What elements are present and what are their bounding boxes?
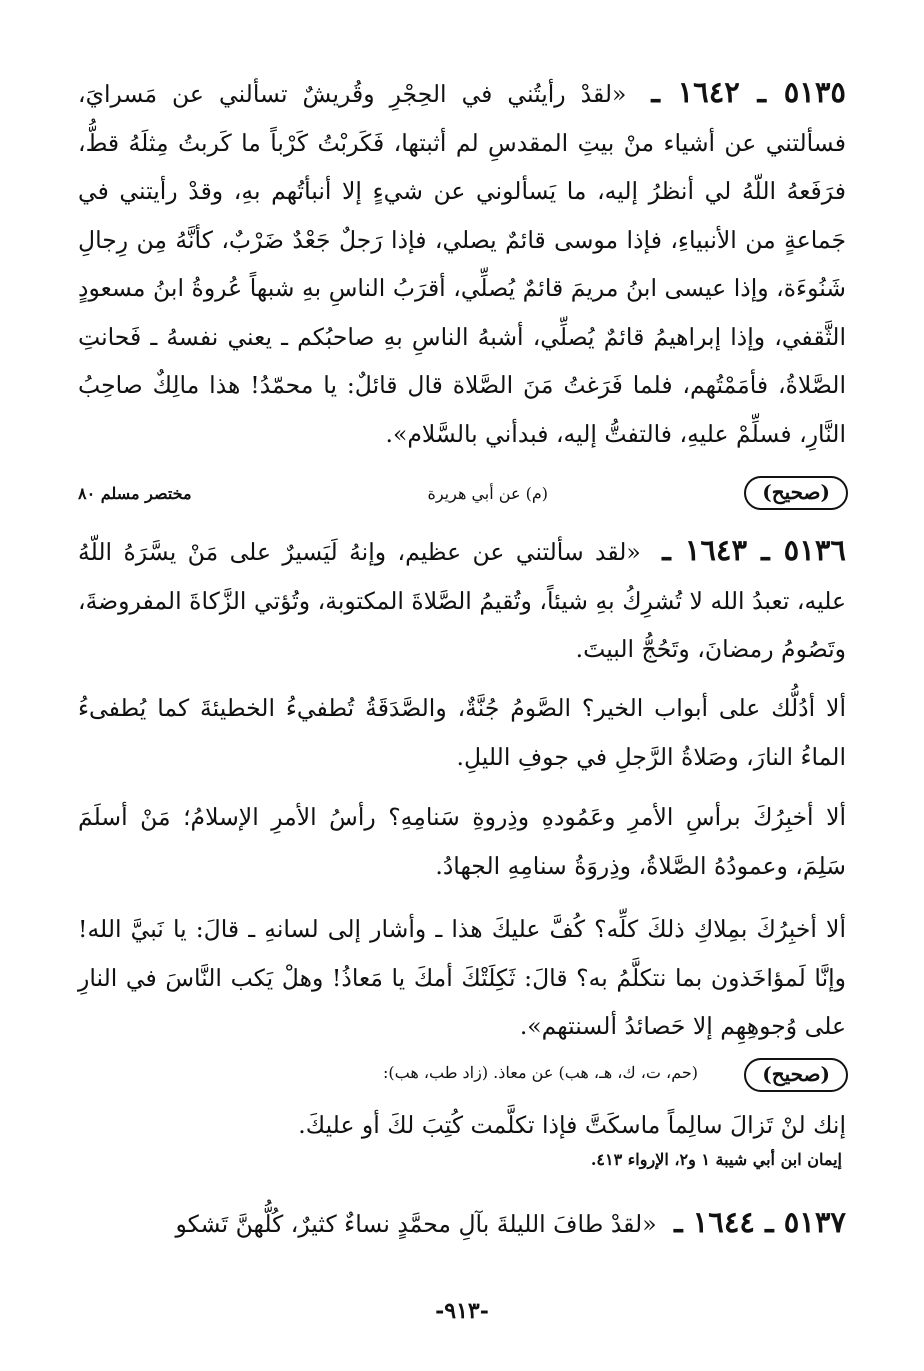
hadith-body: ألا أخبِرُكَ برأسِ الأمرِ وعَمُودهِ وذِروةِ سَنامِهِ؟ رأسُ الأمرِ الإسلامُ؛ مَنْ أسلَمَ سَلِمَ، وعمودُهُ الصَّلاةُ، وذِروَةُ سنامِهِ الجهادُ. bbox=[78, 803, 846, 880]
hadith-5136-paragraph-4 bbox=[78, 905, 846, 1051]
hadith-number: ٥١٣٧ ـ ١٦٤٤ ـ bbox=[674, 1205, 846, 1239]
source-attribution: (حم، ت، ك، هـ، هب) عن معاذ. (زاد طب، هب): bbox=[382, 1063, 698, 1082]
page-number: -٩١٣- bbox=[435, 1298, 489, 1324]
hadith-body: «لقدْ طافَ الليلةَ بآلِ محمَّدٍ نساءٌ كثيرٌ، كُلُّهنَّ تَشكو bbox=[175, 1210, 657, 1238]
hadith-5136-paragraph-1 bbox=[78, 526, 846, 674]
hadith-5137-text bbox=[78, 1198, 846, 1249]
hadith-5136-paragraph-3 bbox=[78, 793, 846, 890]
hadith-body: «لقدْ رأيتُني في الحِجْرِ وقُريشٌ تسألني عن مَسرايَ، فسألتني عن أشياء منْ بيتِ المقدسِ لم أثبتها، فَكَربْتُ كَرْباً ما كَربتُ مِثلَهُ قطُّ، فرَفَعهُ اللّهُ لي أنظرُ إليه، ما يَسألوني عن شيءٍ إلا أنبأتُهم بهِ، وقدْ رأيتني في جَماعةٍ من الأنبياءِ، فإذا موسى قائمٌ يصلي، فإذا رَجلٌ جَعْدٌ ضَرْبٌ، كأنَّهُ مِن رِجالِ شَنُوءَة، وإذا عيسى ابنُ مريمَ قائمٌ يُصلِّي، أقرَبُ الناسِ بهِ شبهاً عُروةُ ابنُ مسعودٍ الثَّقفي، وإذا إبراهيمُ قائمٌ يُصلِّي، أشبهُ الناسِ بهِ صاحبُكم ـ يعني نفسهُ ـ فَحانتِ الصَّلاةُ، فأمَمْتُهم، فلما فَرَغتُ مَنَ الصَّلاة قال قائلٌ: يا محمّدُ! هذا مالِكٌ صاحِبُ النَّارِ، فسلِّمْ عليهِ، فالتفتُّ إليه، فبدأني بالسَّلام». bbox=[78, 80, 846, 448]
grade-badge: (صحيح) bbox=[744, 476, 848, 510]
hadith-body: ألا أدُلُّك على أبواب الخير؟ الصَّومُ جُنَّةٌ، والصَّدَقَةُ تُطفيءُ الخطيئةَ كما يُطفىءُ الماءُ النارَ، وصَلاةُ الرَّجلِ في جوفِ الليلِ. bbox=[78, 694, 846, 771]
book-reference: مختصر مسلم ٨٠ bbox=[78, 484, 192, 503]
grade-badge: (صحيح) bbox=[744, 1058, 848, 1092]
hadith-body: ألا أخبِرُكَ بمِلاكِ ذلكَ كلِّه؟ كُفَّ عليكَ هذا ـ وأشار إلى لسانهِ ـ قالَ: يا نَبيَّ الله! وإنَّا لَمؤاخَذون بما نتكلَّمُ به؟ قالَ: ثَكِلَتْكَ أمكَ يا مَعاذُ! وهلْ يَكب النَّاسَ في النارِ على وُجوهِهِم إلا حَصائدُ ألسنتهم». bbox=[78, 915, 846, 1040]
hadith-number: ٥١٣٥ ـ ١٦٤٢ ـ bbox=[651, 75, 846, 109]
hadith-5136-paragraph-2 bbox=[78, 684, 846, 781]
addition-text: إنك لنْ تَزالَ سالِماً ماسكَتَّ فإذا تكلَّمت كُتِبَ لكَ أو عليكَ. bbox=[298, 1111, 846, 1139]
source-attribution: (م) عن أبي هريرة bbox=[427, 484, 548, 503]
hadith-5136-reference: إيمان ابن أبي شيبة ١ و٢، الإرواء ٤١٣. bbox=[590, 1150, 842, 1169]
hadith-5135-source-line bbox=[78, 476, 848, 516]
hadith-number: ٥١٣٦ ـ ١٦٤٣ ـ bbox=[662, 533, 846, 567]
hadith-body: «لقد سألتني عن عظيم، وإنهُ لَيَسيرٌ على مَنْ يسَّرَهُ اللّهُ عليه، تعبدُ الله لا تُشرِكُ بهِ شيئاً، وتُقيمُ الصَّلاةَ المكتوبة، وتُؤتي الزَّكاةَ المفروضةَ، وتَصُومُ رمضانَ، وتَحُجُّ البيتَ. bbox=[78, 538, 846, 663]
hadith-5136-addition bbox=[146, 1101, 846, 1150]
hadith-5135-text bbox=[78, 68, 846, 458]
hadith-5136-source-line bbox=[78, 1058, 848, 1098]
